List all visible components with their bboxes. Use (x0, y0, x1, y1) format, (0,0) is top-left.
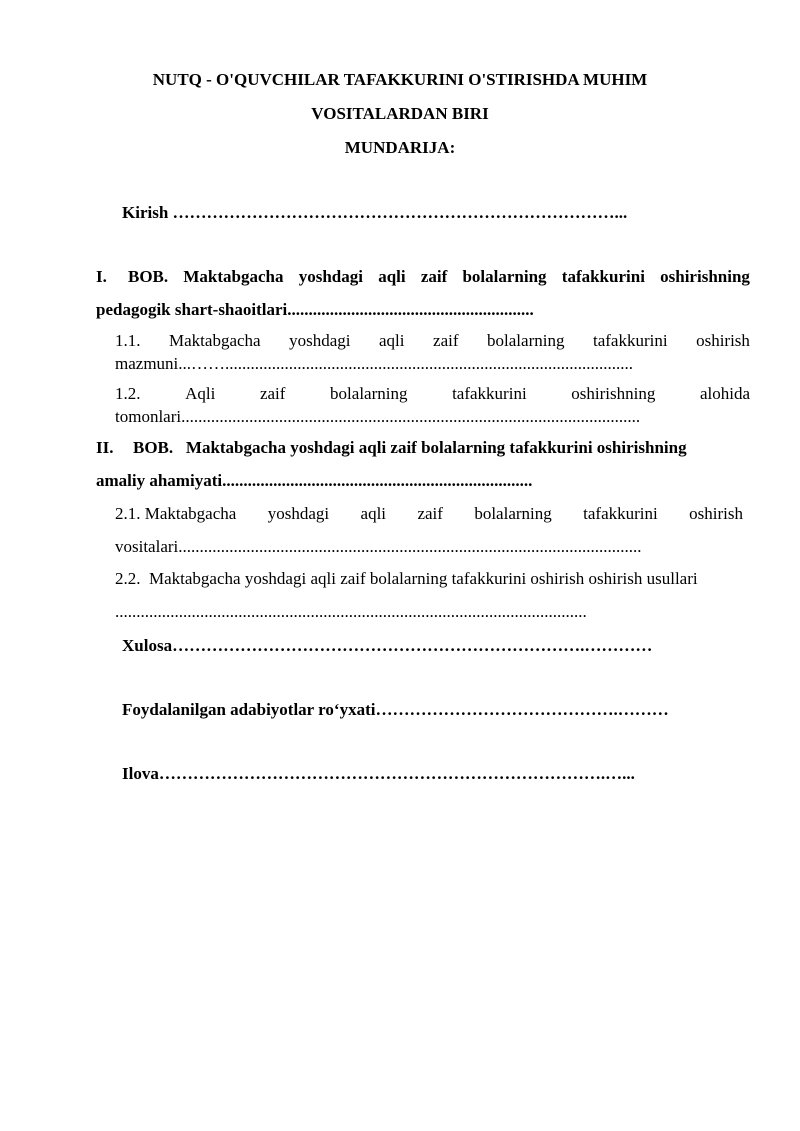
toc-word: Aqli (185, 384, 216, 403)
document-title-line-1: NUTQ - O'QUVCHILAR TAFAKKURINI O'STIRISHDA MUHIM (152, 70, 648, 89)
toc-section-1-1 (115, 331, 750, 351)
toc-word: aqli (360, 504, 387, 523)
toc-word: tafakkurini (452, 384, 527, 403)
toc-word: zaif (417, 504, 443, 523)
toc-word: 1.1. (115, 331, 141, 350)
toc-word: tafakkurini (583, 504, 658, 523)
toc-chapter-2-title-cont: amaliy ahamiyati......................................................................... (96, 471, 533, 490)
toc-word: bolalarning (462, 267, 547, 286)
toc-word: yoshdagi (289, 331, 351, 350)
toc-word: zaif (433, 331, 459, 350)
toc-word: bolalarning (330, 384, 408, 403)
toc-section-2-1-cont: vositalari............................................................................................................. (115, 537, 642, 556)
toc-section-2-1 (115, 504, 743, 524)
toc-word: oshirish (696, 331, 750, 350)
toc-word: zaif (259, 384, 286, 403)
toc-word: yoshdagi (267, 504, 330, 523)
contents-heading: MUNDARIJA: (344, 138, 456, 157)
toc-word: aqli (378, 267, 406, 286)
toc-chapter-2-number: II. (96, 438, 114, 457)
toc-word: 1.2. (115, 384, 141, 403)
toc-chapter-2-title: BOB. Maktabgacha yoshdagi aqli zaif bolalarning tafakkurini oshirishning (133, 438, 687, 457)
toc-chapter-1-number: I. (96, 267, 107, 286)
toc-word: tafakkurini (561, 267, 645, 286)
toc-chapter-1-title (128, 267, 750, 287)
toc-section-1-2 (115, 384, 750, 404)
toc-word: yoshdagi (298, 267, 363, 286)
toc-word: oshirishning (571, 384, 656, 403)
toc-section-1-1-cont: mazmuni...……................................................................................................ (115, 354, 634, 373)
document-title-line-2: VOSITALARDAN BIRI (311, 104, 489, 123)
toc-section-1-2-cont: tomonlari............................................................................................................ (115, 407, 641, 426)
toc-references: Foydalanilgan adabiyotlar ro‘yxati…………………………………….……… (122, 700, 669, 719)
toc-intro: Kirish ……………………………………………………………………... (122, 203, 628, 222)
toc-word: BOB. (128, 267, 169, 286)
toc-conclusion: Xulosa……………………………………………………………….………… (122, 636, 653, 655)
toc-word: 2.1. Maktabgacha (115, 504, 237, 523)
toc-section-2-2: 2.2. Maktabgacha yoshdagi aqli zaif bolalarning tafakkurini oshirish oshirish usullari (115, 569, 698, 588)
toc-word: bolalarning (474, 504, 552, 523)
toc-word: bolalarning (487, 331, 565, 350)
toc-word: Maktabgacha (183, 267, 284, 286)
toc-appendix: Ilova…………………………………………………………………….…... (122, 764, 635, 783)
toc-word: oshirish (689, 504, 743, 523)
toc-word: oshirishning (660, 267, 750, 286)
toc-chapter-1-title-cont: pedagogik shart-shaoitlari.......................................................... (96, 300, 534, 319)
toc-word: tafakkurini (592, 331, 668, 350)
toc-word: Maktabgacha (169, 331, 261, 350)
toc-word: alohida (699, 384, 750, 403)
toc-word: zaif (420, 267, 448, 286)
toc-section-2-2-cont: ............................................................................................................... (115, 602, 587, 621)
toc-word: aqli (379, 331, 405, 350)
